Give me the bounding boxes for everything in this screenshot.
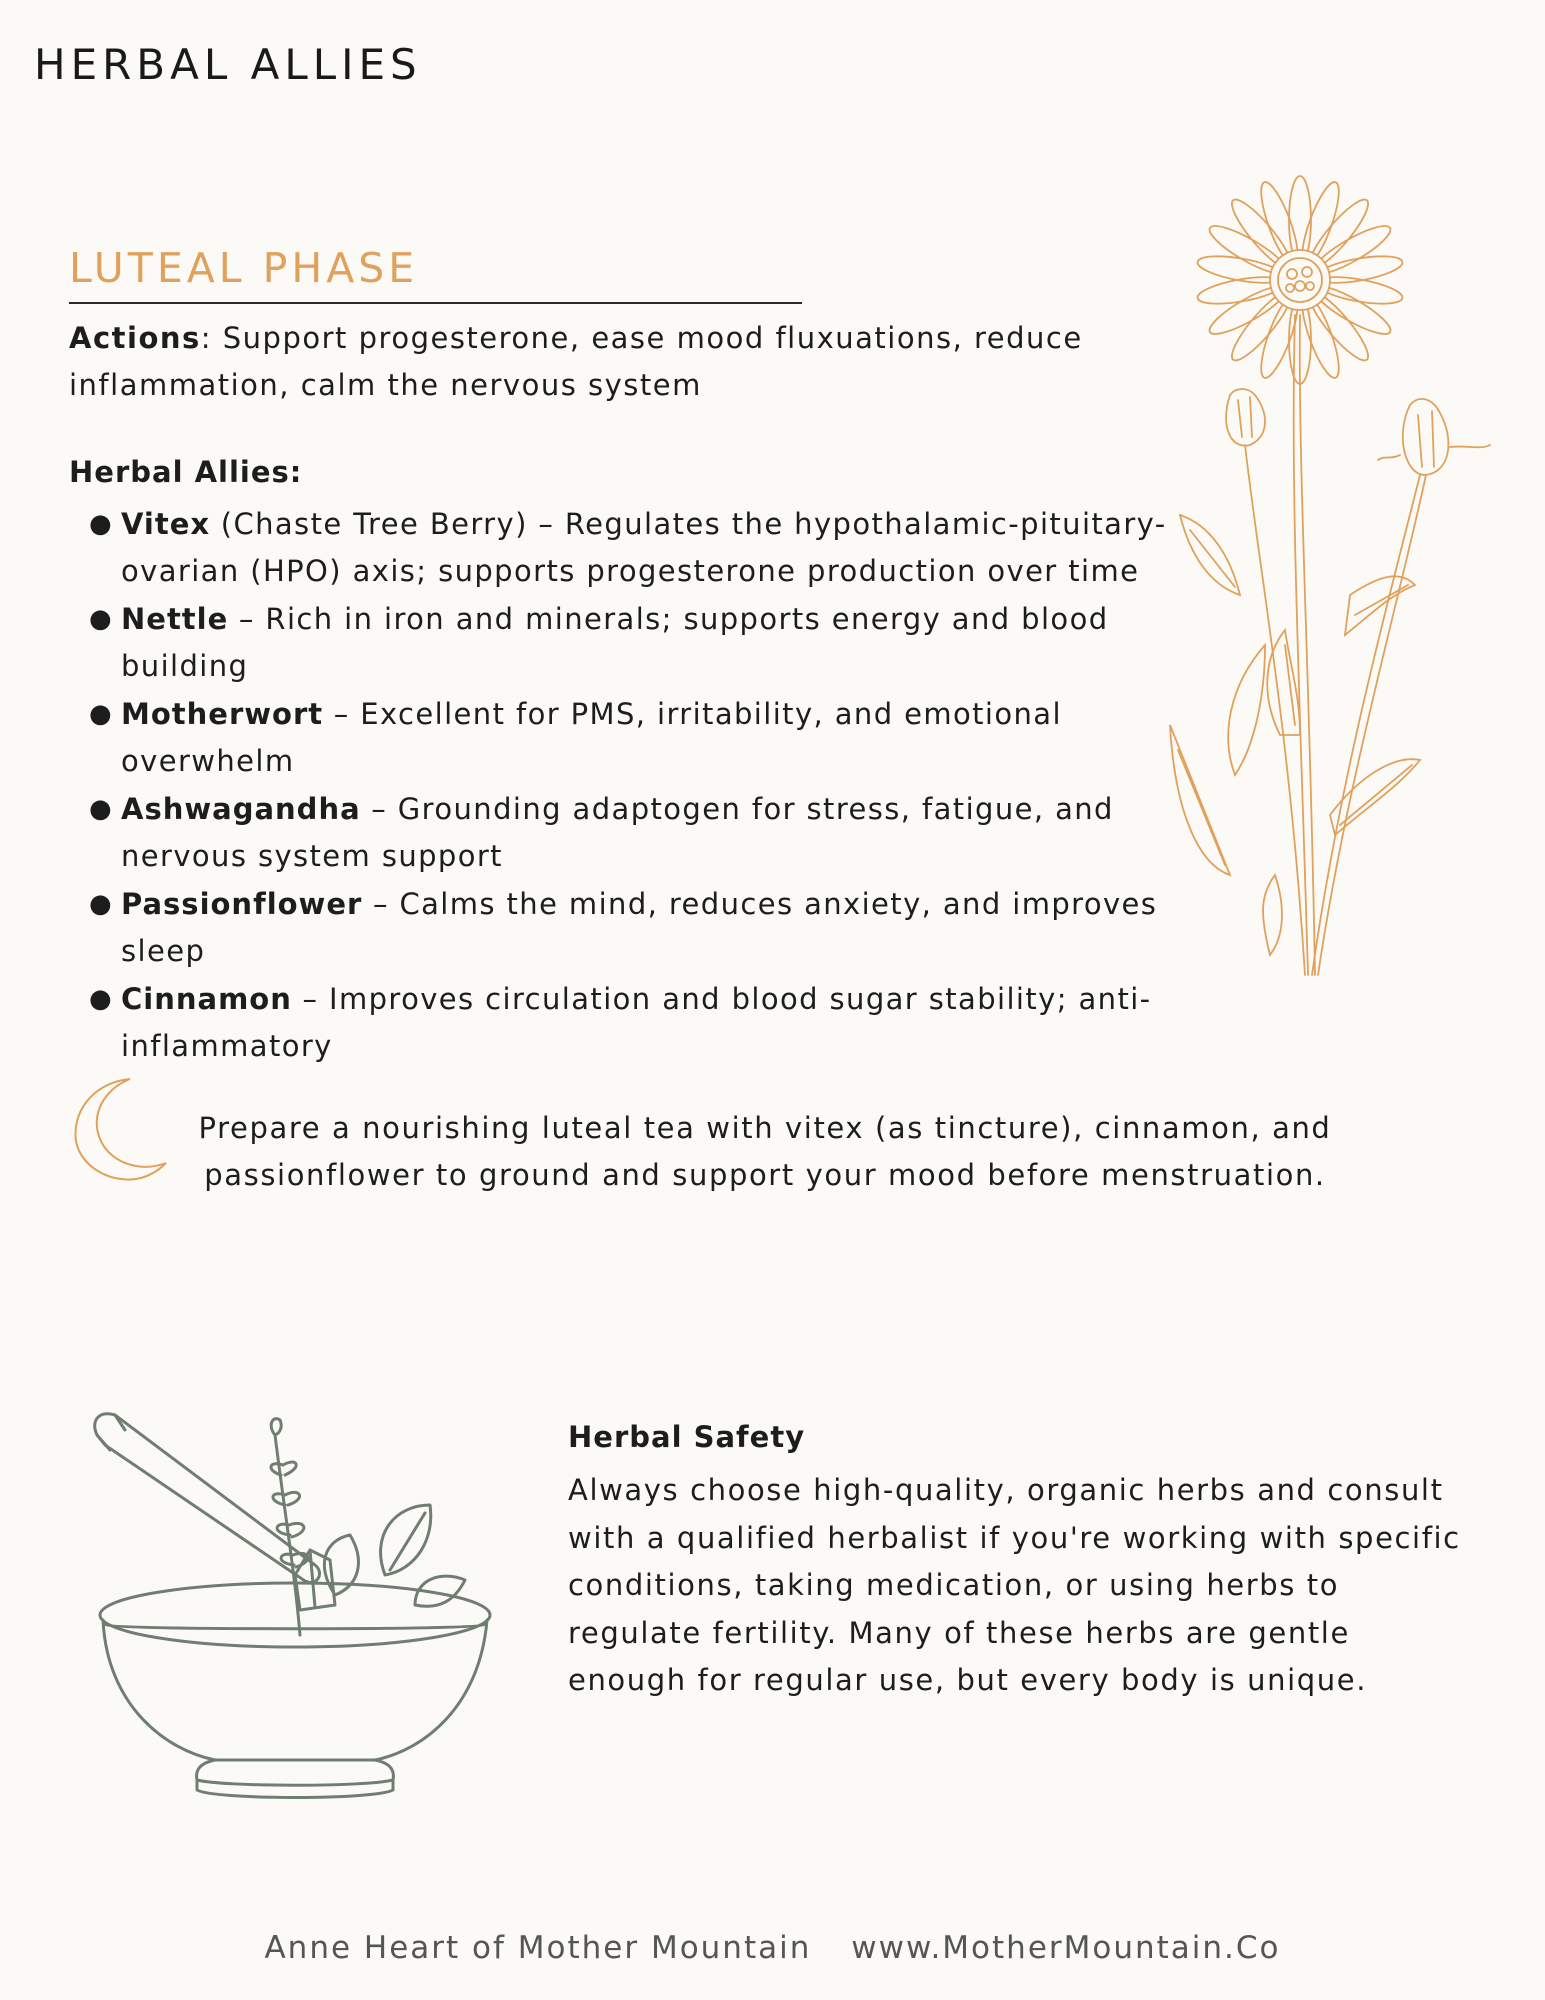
herb-description: – Excellent for PMS, irritability, and emotional overwhelm: [121, 697, 1062, 778]
bullet-icon: ●: [89, 699, 114, 729]
bullet-icon: ●: [89, 984, 114, 1014]
bullet-icon: ●: [89, 889, 114, 919]
herb-name: Nettle: [121, 602, 229, 636]
footer-author: Anne Heart of Mother Mountain: [264, 1930, 812, 1966]
herb-description: – Improves circulation and blood sugar stability; anti-inflammatory: [121, 982, 1152, 1063]
herb-description: – Grounding adaptogen for stress, fatigue, and nervous system support: [121, 792, 1114, 873]
list-item: [69, 976, 1239, 1070]
herb-name: Motherwort: [121, 697, 324, 731]
list-item: [69, 596, 1239, 690]
actions-text: : Support progesterone, ease mood fluxuations, reduce inflammation, calm the nervous system: [69, 321, 1083, 402]
herb-description: (Chaste Tree Berry) – Regulates the hypothalamic-pituitary-ovarian (HPO) axis; supports progesterone production over time: [121, 507, 1167, 588]
footer-website-link[interactable]: www.MotherMountain.Co: [851, 1930, 1281, 1966]
herb-list: [69, 501, 1239, 1071]
section-title: LUTEAL PHASE: [69, 244, 419, 292]
mortar-and-pestle-icon: [85, 1375, 505, 1805]
herb-description: – Calms the mind, reduces anxiety, and improves sleep: [121, 887, 1158, 968]
herbal-safety-heading: Herbal Safety: [568, 1420, 806, 1454]
herb-description: – Rich in iron and minerals; supports energy and blood building: [121, 602, 1109, 683]
daisy-flower-icon: [1150, 175, 1525, 985]
section-divider: [69, 302, 802, 304]
herb-name: Cinnamon: [121, 982, 292, 1016]
herb-name: Ashwagandha: [121, 792, 361, 826]
bullet-icon: ●: [89, 604, 114, 634]
herb-name: Vitex: [121, 507, 211, 541]
list-item: [69, 881, 1239, 975]
actions-paragraph: [69, 315, 1149, 409]
tea-tip: Prepare a nourishing luteal tea with vitex (as tincture), cinnamon, and passionflower to ground and support your mood before menstruation.: [198, 1111, 1332, 1192]
herbal-safety-body: Always choose high-quality, organic herbs and consult with a qualified herbalist if you're working with specific conditions, taking medication, or using herbs to regulate fertility. Many of these herbs are gentle enough for regular use, but every body is unique.: [568, 1473, 1461, 1697]
list-item: [69, 786, 1239, 880]
list-item: [69, 691, 1239, 785]
herb-name: Passionflower: [121, 887, 363, 921]
bullet-icon: ●: [89, 794, 114, 824]
herbal-allies-heading: Herbal Allies:: [69, 455, 303, 489]
page-header-title: HERBAL ALLIES: [34, 40, 422, 89]
footer: [0, 1930, 1545, 1966]
crescent-moon-icon: [70, 1075, 170, 1185]
list-item: [69, 501, 1239, 595]
actions-label: Actions: [69, 321, 201, 355]
bullet-icon: ●: [89, 509, 114, 539]
